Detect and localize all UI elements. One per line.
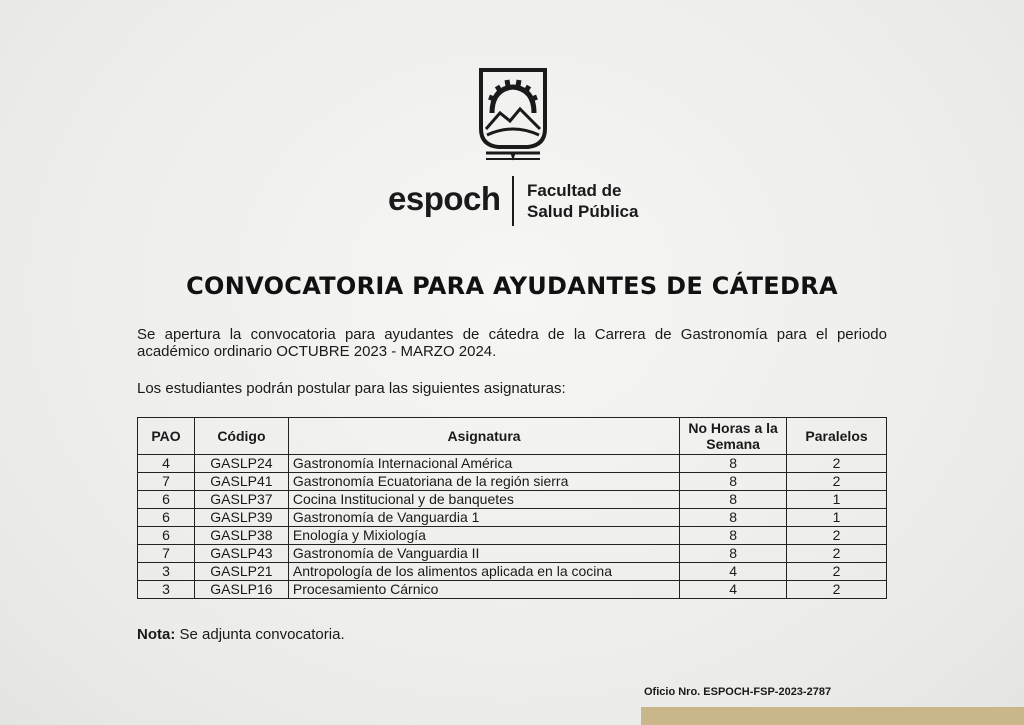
cell-asignatura: Gastronomía Internacional América: [288, 455, 679, 473]
footer-accent-bar: [641, 707, 1024, 725]
cell-codigo: GASLP38: [194, 527, 288, 545]
table-row: [138, 509, 887, 527]
table-row: [138, 563, 887, 581]
cell-horas: 8: [680, 491, 787, 509]
cell-asignatura: Gastronomía de Vanguardia 1: [288, 509, 679, 527]
cell-paralelos: 2: [787, 473, 887, 491]
note: [137, 626, 345, 643]
document-title: CONVOCATORIA PARA AYUDANTES DE CÁTEDRA: [186, 272, 838, 300]
faculty-name: Facultad de Salud Pública: [527, 181, 639, 221]
brand-name: espoch: [388, 180, 501, 217]
cell-paralelos: 1: [787, 509, 887, 527]
cell-asignatura: Procesamiento Cárnico: [288, 581, 679, 599]
cell-paralelos: 2: [787, 563, 887, 581]
subjects-table: [137, 417, 887, 599]
note-label: Nota:: [137, 626, 176, 643]
table-header-row: [138, 418, 887, 455]
cell-horas: 4: [680, 563, 787, 581]
cell-horas: 8: [680, 545, 787, 563]
intro-paragraph: Se apertura la convocatoria para ayudantes de cátedra de la Carrera de Gastronomía para el periodo académico ordinario OCTUBRE 2023 - MARZO 2024.: [137, 326, 887, 360]
cell-paralelos: 2: [787, 545, 887, 563]
cell-pao: 6: [138, 527, 195, 545]
header-horas: No Horas a la Semana: [680, 418, 787, 455]
cell-pao: 3: [138, 581, 195, 599]
header-asignatura: Asignatura: [288, 418, 679, 455]
cell-asignatura: Antropología de los alimentos aplicada en la cocina: [288, 563, 679, 581]
table-row: [138, 545, 887, 563]
table-row: [138, 455, 887, 473]
cell-paralelos: 1: [787, 491, 887, 509]
office-number: Oficio Nro. ESPOCH-FSP-2023-2787: [644, 686, 832, 698]
lead-paragraph: Los estudiantes podrán postular para las siguientes asignaturas:: [137, 380, 566, 397]
cell-asignatura: Gastronomía de Vanguardia II: [288, 545, 679, 563]
table-row: [138, 491, 887, 509]
cell-horas: 8: [680, 455, 787, 473]
table-row: [138, 581, 887, 599]
cell-horas: 8: [680, 473, 787, 491]
cell-horas: 8: [680, 527, 787, 545]
cell-asignatura: Gastronomía Ecuatoriana de la región sierra: [288, 473, 679, 491]
header-paralelos: Paralelos: [787, 418, 887, 455]
cell-codigo: GASLP16: [194, 581, 288, 599]
cell-pao: 4: [138, 455, 195, 473]
cell-horas: 4: [680, 581, 787, 599]
cell-codigo: GASLP41: [194, 473, 288, 491]
header-pao: PAO: [138, 418, 195, 455]
cell-asignatura: Cocina Institucional y de banquetes: [288, 491, 679, 509]
cell-codigo: GASLP43: [194, 545, 288, 563]
table-row: [138, 527, 887, 545]
header-codigo: Código: [194, 418, 288, 455]
brand-block: [388, 176, 658, 226]
cell-codigo: GASLP39: [194, 509, 288, 527]
cell-asignatura: Enología y Mixiología: [288, 527, 679, 545]
cell-paralelos: 2: [787, 527, 887, 545]
cell-pao: 7: [138, 473, 195, 491]
cell-paralelos: 2: [787, 581, 887, 599]
cell-pao: 7: [138, 545, 195, 563]
cell-horas: 8: [680, 509, 787, 527]
cell-paralelos: 2: [787, 455, 887, 473]
cell-codigo: GASLP37: [194, 491, 288, 509]
brand-divider: [512, 176, 514, 226]
note-text: Se adjunta convocatoria.: [175, 626, 345, 643]
espoch-crest-logo: [478, 67, 548, 163]
cell-pao: 6: [138, 491, 195, 509]
cell-codigo: GASLP24: [194, 455, 288, 473]
cell-pao: 6: [138, 509, 195, 527]
cell-pao: 3: [138, 563, 195, 581]
table-row: [138, 473, 887, 491]
cell-codigo: GASLP21: [194, 563, 288, 581]
